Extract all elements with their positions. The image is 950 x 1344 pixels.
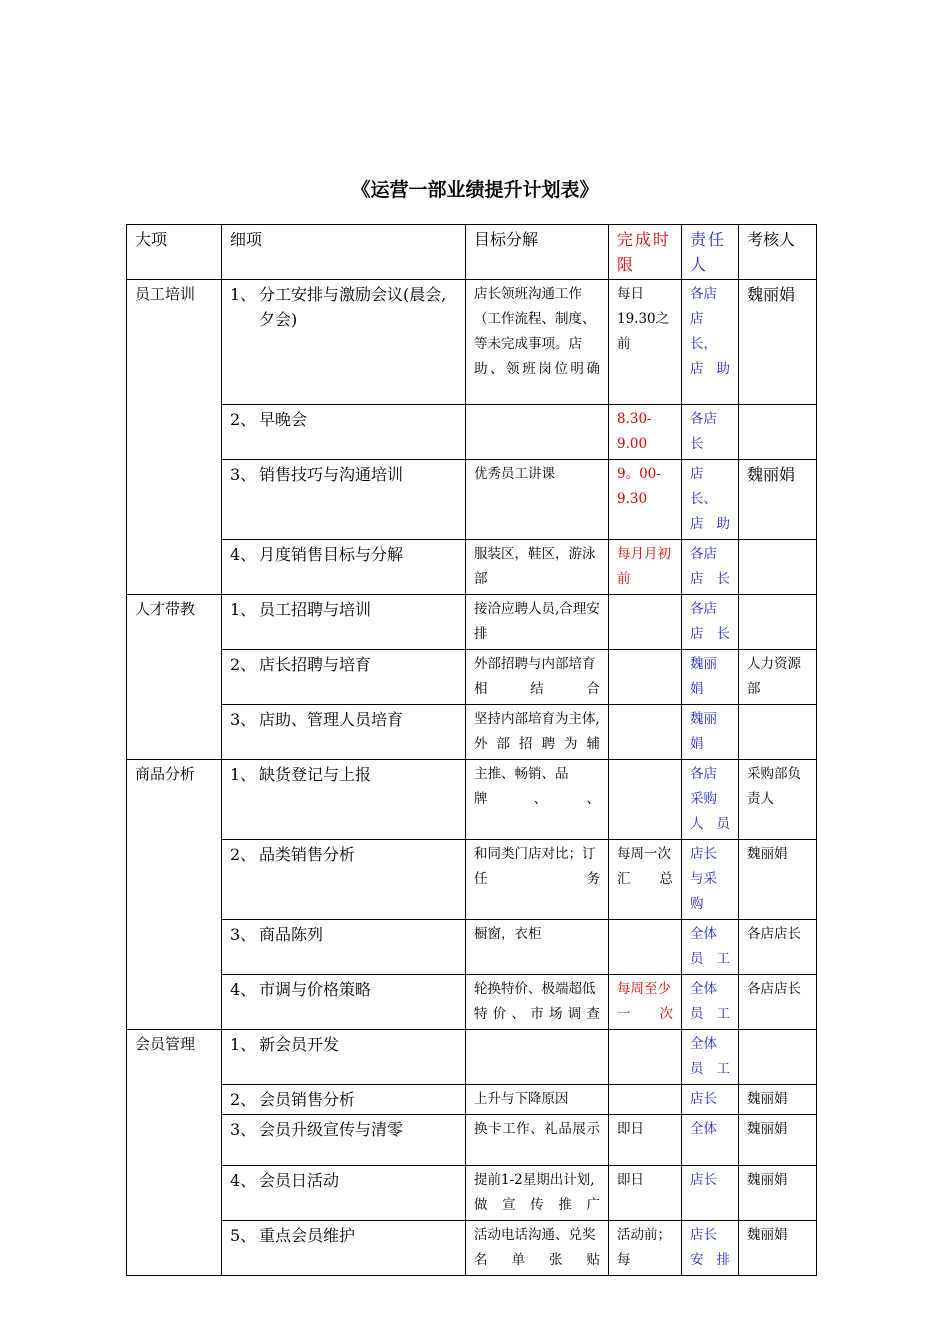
deadline-cell (609, 650, 682, 705)
item-text: 店助、管理人员培育 (259, 710, 404, 729)
category-cell: 商品分析 (127, 760, 222, 1030)
owner-cell: 各店店长 (682, 540, 739, 595)
item-text: 月度销售目标与分解 (259, 545, 404, 564)
item-cell (222, 650, 466, 705)
owner-cell: 魏丽娟 (682, 705, 739, 760)
item-text: 市调与价格策略 (259, 980, 372, 999)
table-row (127, 540, 817, 595)
reviewer-cell (739, 1030, 817, 1085)
item-cell (222, 1085, 466, 1115)
deadline-cell: 每月月初前 (609, 540, 682, 595)
owner-cell: 店长与采购 (682, 840, 739, 920)
deadline-cell: 即日 (609, 1115, 682, 1166)
table-row (127, 975, 817, 1030)
item-number: 3、 (230, 710, 257, 729)
item-number: 2、 (230, 410, 257, 429)
item-number: 4、 (230, 545, 257, 564)
item-number: 1、 (230, 285, 257, 304)
reviewer-cell: 魏丽娟 (739, 1221, 817, 1276)
item-text: 早晚会 (259, 410, 308, 429)
item-cell (222, 540, 466, 595)
item-text: 缺货登记与上报 (259, 765, 372, 784)
item-text: 员工招聘与培训 (259, 600, 372, 619)
deadline-cell (609, 920, 682, 975)
plan-table (126, 224, 817, 1276)
item-text: 会员升级宣传与清零 (259, 1120, 404, 1139)
deadline-cell: 8.30-9.00 (609, 405, 682, 460)
item-cell (222, 840, 466, 920)
deadline-cell: 每日19.30之前 (609, 280, 682, 405)
owner-cell: 全体员工 (682, 1030, 739, 1085)
table-row (127, 650, 817, 705)
item-text: 分工安排与激励会议(晨会,夕会) (259, 285, 447, 329)
goal-cell: 和同类门店对比；订任务 (466, 840, 609, 920)
item-cell (222, 920, 466, 975)
goal-cell: 接洽应聘人员,合理安排 (466, 595, 609, 650)
goal-cell: 服装区，鞋区，游泳部 (466, 540, 609, 595)
deadline-cell: 活动前；每 (609, 1221, 682, 1276)
table-row (127, 1166, 817, 1221)
item-cell (222, 1166, 466, 1221)
item-cell (222, 1221, 466, 1276)
table-row (127, 405, 817, 460)
owner-cell: 各店店长，店助 (682, 280, 739, 405)
item-text: 新会员开发 (259, 1035, 340, 1054)
item-text: 品类销售分析 (259, 845, 356, 864)
reviewer-cell (739, 705, 817, 760)
owner-cell: 全体员工 (682, 975, 739, 1030)
item-cell (222, 595, 466, 650)
category-cell: 人才带教 (127, 595, 222, 760)
item-cell (222, 405, 466, 460)
table-row (127, 1221, 817, 1276)
owner-cell: 店长、店助 (682, 460, 739, 540)
header-goal: 目标分解 (466, 225, 609, 280)
item-cell (222, 975, 466, 1030)
item-text: 重点会员维护 (259, 1226, 356, 1245)
item-text: 销售技巧与沟通培训 (259, 465, 404, 484)
reviewer-cell (739, 595, 817, 650)
table-row (127, 760, 817, 840)
goal-cell: 优秀员工讲课 (466, 460, 609, 540)
owner-cell: 全体 (682, 1115, 739, 1166)
goal-cell: 橱窗，衣柜 (466, 920, 609, 975)
reviewer-cell: 魏丽娟 (739, 840, 817, 920)
reviewer-cell (739, 405, 817, 460)
header-category: 大项 (127, 225, 222, 280)
item-number: 4、 (230, 980, 257, 999)
goal-cell: 活动电话沟通、兑奖名单张贴 (466, 1221, 609, 1276)
deadline-cell: 即日 (609, 1166, 682, 1221)
category-cell: 会员管理 (127, 1030, 222, 1276)
header-reviewer: 考核人 (739, 225, 817, 280)
goal-cell: 提前1-2星期出计划,做宣传推广 (466, 1166, 609, 1221)
deadline-cell (609, 595, 682, 650)
table-row (127, 1115, 817, 1166)
table-row (127, 705, 817, 760)
item-cell (222, 760, 466, 840)
reviewer-cell: 魏丽娟 (739, 1166, 817, 1221)
reviewer-cell: 采购部负责人 (739, 760, 817, 840)
reviewer-cell: 魏丽娟 (739, 460, 817, 540)
table-row (127, 460, 817, 540)
table-row (127, 920, 817, 975)
table-row (127, 1030, 817, 1085)
item-text: 商品陈列 (259, 925, 324, 944)
goal-cell: 外部招聘与内部培育相结合 (466, 650, 609, 705)
goal-cell (466, 1030, 609, 1085)
owner-cell: 店长 (682, 1085, 739, 1115)
item-number: 5、 (230, 1226, 257, 1245)
item-cell (222, 705, 466, 760)
deadline-cell (609, 705, 682, 760)
reviewer-cell: 魏丽娟 (739, 280, 817, 405)
category-cell: 员工培训 (127, 280, 222, 595)
item-text: 会员日活动 (259, 1171, 340, 1190)
goal-cell: 换卡工作、礼品展示 (466, 1115, 609, 1166)
owner-cell: 各店采购人员 (682, 760, 739, 840)
item-text: 会员销售分析 (259, 1090, 356, 1109)
item-number: 2、 (230, 655, 257, 674)
reviewer-cell: 各店店长 (739, 920, 817, 975)
item-number: 3、 (230, 465, 257, 484)
goal-cell: 主推、畅销、品牌、、 (466, 760, 609, 840)
reviewer-cell: 魏丽娟 (739, 1115, 817, 1166)
item-cell (222, 280, 466, 405)
item-number: 2、 (230, 845, 257, 864)
table-row (127, 595, 817, 650)
goal-cell (466, 405, 609, 460)
deadline-cell (609, 760, 682, 840)
table-row (127, 840, 817, 920)
owner-cell: 店长 (682, 1166, 739, 1221)
deadline-cell: 每周至少一次 (609, 975, 682, 1030)
item-number: 3、 (230, 925, 257, 944)
item-cell (222, 460, 466, 540)
item-number: 1、 (230, 600, 257, 619)
header-item: 细项 (222, 225, 466, 280)
header-deadline: 完成时限 (609, 225, 682, 280)
owner-cell: 各店长 (682, 405, 739, 460)
owner-cell: 店长安排 (682, 1221, 739, 1276)
item-number: 3、 (230, 1120, 257, 1139)
table-row (127, 1085, 817, 1115)
owner-cell: 各店店长 (682, 595, 739, 650)
owner-cell: 全体员工 (682, 920, 739, 975)
header-owner: 责任人 (682, 225, 739, 280)
goal-cell: 轮换特价、极端超低特价、市场调查 (466, 975, 609, 1030)
item-number: 2、 (230, 1090, 257, 1109)
table-row (127, 280, 817, 405)
item-cell (222, 1115, 466, 1166)
reviewer-cell: 各店店长 (739, 975, 817, 1030)
goal-cell: 上升与下降原因 (466, 1085, 609, 1115)
item-number: 4、 (230, 1171, 257, 1190)
deadline-cell: 每周一次汇总 (609, 840, 682, 920)
item-cell (222, 1030, 466, 1085)
reviewer-cell: 魏丽娟 (739, 1085, 817, 1115)
reviewer-cell: 人力资源部 (739, 650, 817, 705)
reviewer-cell (739, 540, 817, 595)
deadline-cell (609, 1030, 682, 1085)
deadline-cell (609, 1085, 682, 1115)
item-text: 店长招聘与培育 (259, 655, 372, 674)
owner-cell: 魏丽娟 (682, 650, 739, 705)
goal-cell: 店长领班沟通工作（工作流程、制度、等未完成事项。店助、领班岗位明确 (466, 280, 609, 405)
header-row (127, 225, 817, 280)
document-title: 《运营一部业绩提升计划表》 (351, 179, 599, 201)
item-number: 1、 (230, 1035, 257, 1054)
item-number: 1、 (230, 765, 257, 784)
goal-cell: 坚持内部培育为主体,外部招聘为辅 (466, 705, 609, 760)
deadline-cell: 9。00-9.30 (609, 460, 682, 540)
